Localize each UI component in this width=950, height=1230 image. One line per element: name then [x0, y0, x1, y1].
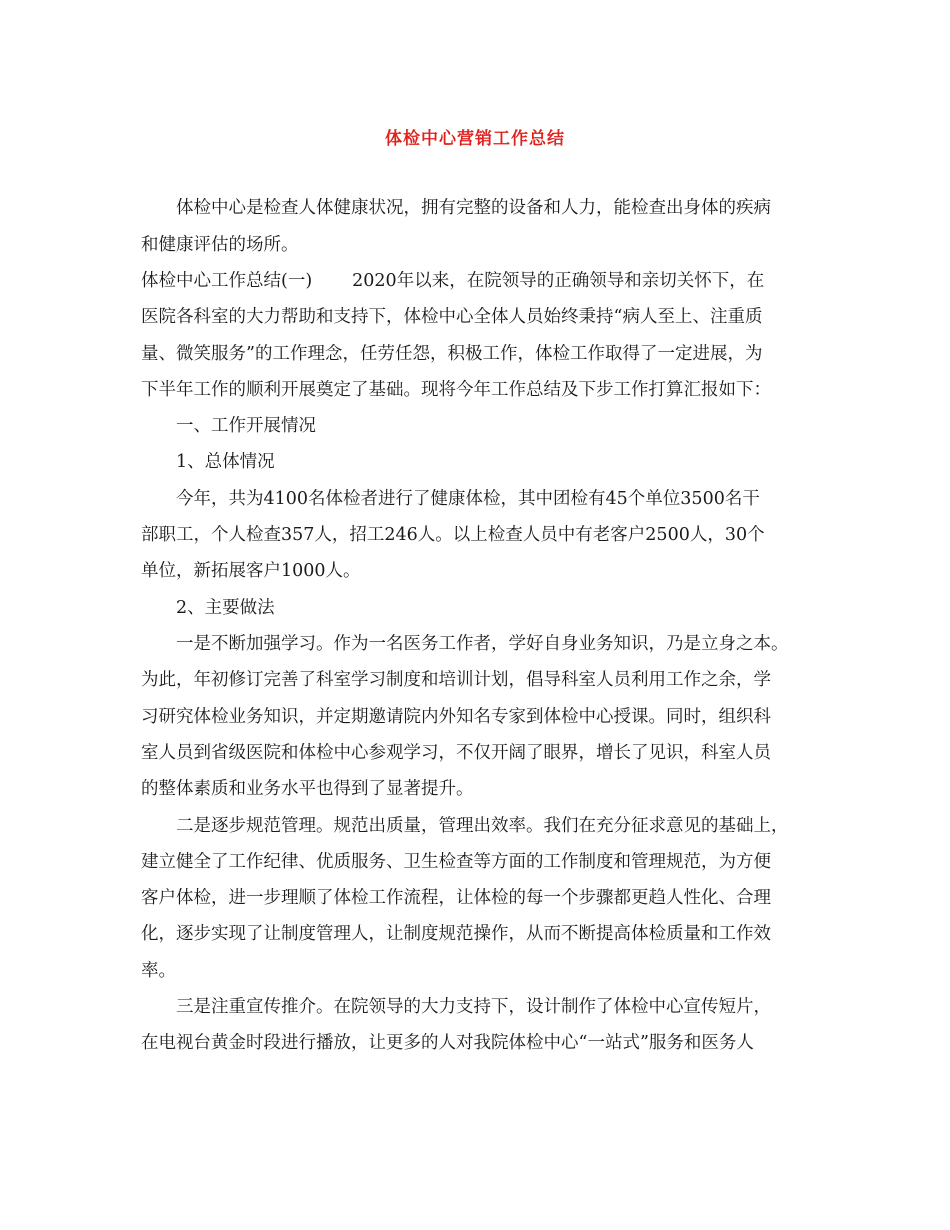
paragraph-line: 的整体素质和业务水平也得到了显著提升。 [141, 779, 474, 799]
paragraph-line: 二是逐步规范管理。规范出质量，管理出效率。我们在充分征求意见的基础上， [176, 816, 789, 836]
section-heading: 一、工作开展情况 [176, 416, 316, 436]
paragraph-line: 为此，年初修订完善了科室学习制度和培训计划，倡导科室人员利用工作之余，学 [141, 670, 771, 690]
paragraph-line: 室人员到省级医院和体检中心参观学习，不仅开阔了眼界，增长了见识，科室人员 [141, 743, 771, 763]
paragraph-line: 医院各科室的大力帮助和支持下，体检中心全体人员始终秉持“病人至上、注重质 [141, 307, 763, 327]
paragraph-line: 下半年工作的顺利开展奠定了基础。现将今年工作总结及下步工作打算汇报如下： [141, 380, 771, 400]
paragraph-line: 量、微笑服务”的工作理念，任劳任怨，积极工作，体检工作取得了一定进展，为 [141, 344, 763, 364]
paragraph-text: 2020年以来，在院领导的正确领导和亲切关怀下，在 [352, 271, 765, 291]
paragraph-line: 一是不断加强学习。作为一名医务工作者，学好自身业务知识，乃是立身之本。 [176, 634, 789, 654]
paragraph-line: 客户体检，进一步理顺了体检工作流程，让体检的每一个步骤都更趋人性化、合理 [141, 888, 771, 908]
paragraph-line: 建立健全了工作纪律、优质服务、卫生检查等方面的工作制度和管理规范，为方便 [141, 852, 771, 872]
subsection-heading: 2、主要做法 [176, 598, 275, 618]
document-title: 体检中心营销工作总结 [385, 129, 565, 149]
paragraph-line: 和健康评估的场所。 [141, 235, 299, 255]
section-heading: 体检中心工作总结(一) [141, 271, 313, 291]
paragraph-line: 化，逐步实现了让制度管理人，让制度规范操作，从而不断提高体检质量和工作效 [141, 924, 771, 944]
paragraph-line: 在电视台黄金时段进行播放，让更多的人对我院体检中心“一站式”服务和医务人 [141, 1033, 754, 1053]
paragraph-line [141, 269, 764, 293]
subsection-heading: 1、总体情况 [176, 452, 275, 472]
paragraph-line: 三是注重宣传推介。在院领导的大力支持下，设计制作了体检中心宣传短片， [176, 997, 771, 1017]
paragraph-line: 今年，共为4100名体检者进行了健康体检，其中团检有45个单位3500名干 [176, 489, 760, 509]
paragraph-line: 部职工，个人检查357人，招工246人。以上检查人员中有老客户2500人，30个 [141, 525, 765, 545]
paragraph-line: 率。 [141, 961, 176, 981]
paragraph-line: 体检中心是检查人体健康状况，拥有完整的设备和人力，能检查出身体的疾病 [176, 198, 771, 218]
paragraph-line: 单位，新拓展客户1000人。 [141, 561, 361, 581]
paragraph-line: 习研究体检业务知识，并定期邀请院内外知名专家到体检中心授课。同时，组织科 [141, 707, 771, 727]
